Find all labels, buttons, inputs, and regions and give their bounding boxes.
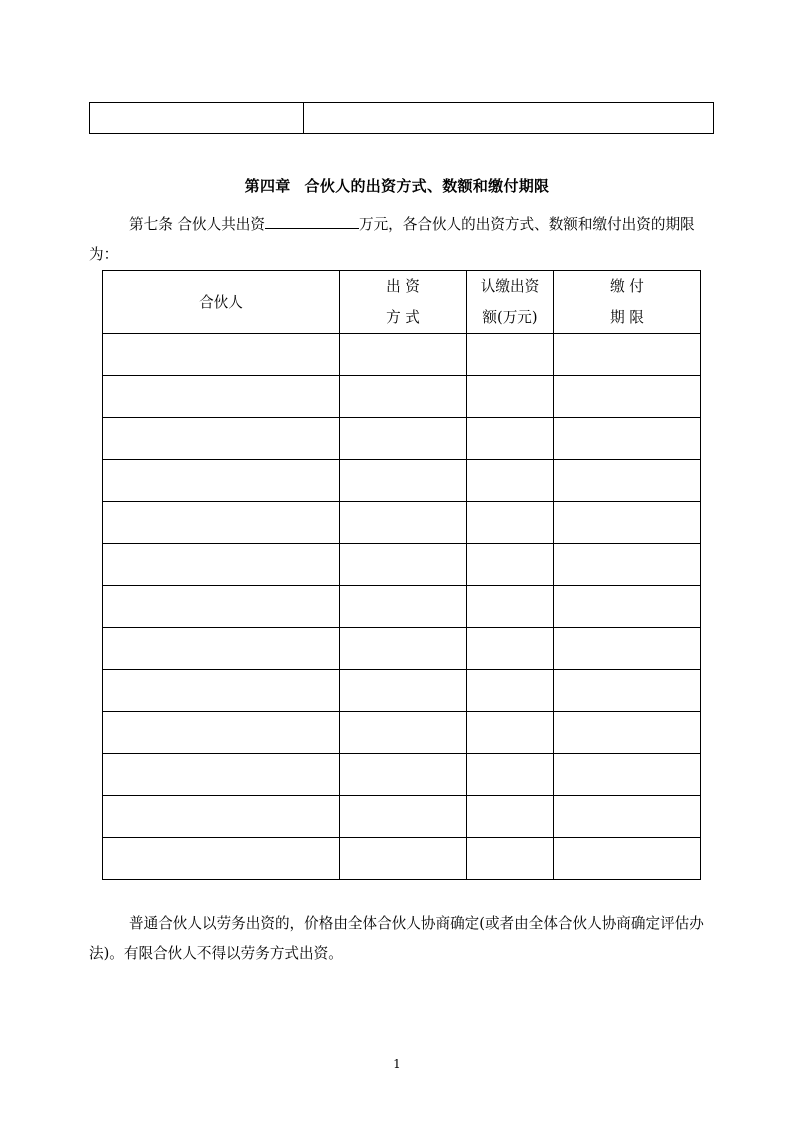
table-cell[interactable]: [103, 838, 340, 880]
remnant-cell-left: [90, 103, 304, 134]
table-cell[interactable]: [554, 376, 701, 418]
header-line-1: 缴 付: [610, 278, 644, 295]
table-cell[interactable]: [467, 460, 554, 502]
table-cell[interactable]: [103, 502, 340, 544]
table-cell[interactable]: [340, 502, 467, 544]
labor-contribution-text: 普通合伙人以劳务出资的，价格由全体合伙人协商确定(或者由全体合伙人协商确定评估办法)。有限合伙人不得以劳务方式出资。: [89, 915, 704, 962]
table-row: [103, 628, 701, 670]
table-cell[interactable]: [340, 712, 467, 754]
article-7-text-after: 万元，各合伙人的出资方式、数额和缴付出资的期限为：: [89, 216, 695, 263]
header-line-1: 出 资: [386, 278, 420, 295]
table-cell[interactable]: [103, 670, 340, 712]
table-row: [103, 670, 701, 712]
table-row: [103, 418, 701, 460]
table-cell[interactable]: [340, 418, 467, 460]
table-cell[interactable]: [554, 586, 701, 628]
table-cell[interactable]: [554, 838, 701, 880]
article-7-text-before: 第七条 合伙人共出资: [129, 216, 265, 233]
remnant-cell-right: [304, 103, 714, 134]
table-cell[interactable]: [340, 838, 467, 880]
table-cell[interactable]: [467, 586, 554, 628]
table-cell[interactable]: [467, 334, 554, 376]
table-cell[interactable]: [467, 376, 554, 418]
header-line-1: 合伙人: [199, 293, 243, 311]
table-row: [103, 754, 701, 796]
table-cell[interactable]: [467, 418, 554, 460]
table-cell[interactable]: [467, 838, 554, 880]
table-cell[interactable]: [340, 796, 467, 838]
table-row: [103, 586, 701, 628]
header-line-2: 方 式: [386, 309, 420, 326]
table-row: [103, 502, 701, 544]
previous-page-table-remnant: [89, 102, 714, 134]
table-cell[interactable]: [467, 628, 554, 670]
table-cell[interactable]: [467, 796, 554, 838]
table-cell[interactable]: [554, 460, 701, 502]
table-cell[interactable]: [103, 334, 340, 376]
table-cell[interactable]: [340, 628, 467, 670]
labor-contribution-paragraph: [89, 909, 714, 969]
table-cell[interactable]: [554, 712, 701, 754]
table-cell[interactable]: [554, 796, 701, 838]
table-row: [103, 334, 701, 376]
table-cell[interactable]: [340, 586, 467, 628]
table-cell[interactable]: [103, 460, 340, 502]
chapter-number: 第四章: [244, 177, 291, 195]
table-cell[interactable]: [103, 628, 340, 670]
table-cell[interactable]: [554, 334, 701, 376]
table-cell[interactable]: [554, 502, 701, 544]
table-cell[interactable]: [554, 628, 701, 670]
table-cell[interactable]: [340, 460, 467, 502]
table-row: [103, 838, 701, 880]
table-cell[interactable]: [554, 544, 701, 586]
header-line-1: 认缴出资: [480, 278, 540, 295]
table-cell[interactable]: [554, 418, 701, 460]
chapter-heading: 合伙人的出资方式、数额和缴付期限: [304, 177, 550, 195]
total-contribution-blank[interactable]: [265, 211, 359, 229]
table-cell[interactable]: [103, 712, 340, 754]
table-cell[interactable]: [103, 418, 340, 460]
chapter-title: [0, 175, 794, 196]
table-cell[interactable]: [467, 712, 554, 754]
table-header-cell: [467, 271, 554, 334]
page-number: 1: [393, 1057, 401, 1071]
table-cell[interactable]: [467, 544, 554, 586]
table-cell[interactable]: [103, 376, 340, 418]
table-cell[interactable]: [103, 796, 340, 838]
table-cell[interactable]: [340, 670, 467, 712]
table-cell[interactable]: [103, 544, 340, 586]
header-line-2: 期 限: [610, 309, 644, 326]
table-cell[interactable]: [467, 670, 554, 712]
table-cell[interactable]: [340, 754, 467, 796]
table-header-cell: [554, 271, 701, 334]
table-cell[interactable]: [554, 670, 701, 712]
table-row: [103, 712, 701, 754]
contribution-table: [102, 270, 701, 880]
table-header-cell: [103, 271, 340, 334]
table-cell[interactable]: [340, 376, 467, 418]
table-row: [103, 376, 701, 418]
header-line-2: 额(万元): [482, 309, 538, 326]
table-cell[interactable]: [467, 502, 554, 544]
table-cell[interactable]: [554, 754, 701, 796]
article-7-paragraph: [89, 210, 714, 270]
table-header-row: [103, 271, 701, 334]
table-cell[interactable]: [340, 334, 467, 376]
table-cell[interactable]: [467, 754, 554, 796]
table-row: [103, 544, 701, 586]
table-cell[interactable]: [340, 544, 467, 586]
table-row: [103, 460, 701, 502]
table-header-cell: [340, 271, 467, 334]
table-cell[interactable]: [103, 754, 340, 796]
table-row: [103, 796, 701, 838]
table-cell[interactable]: [103, 586, 340, 628]
